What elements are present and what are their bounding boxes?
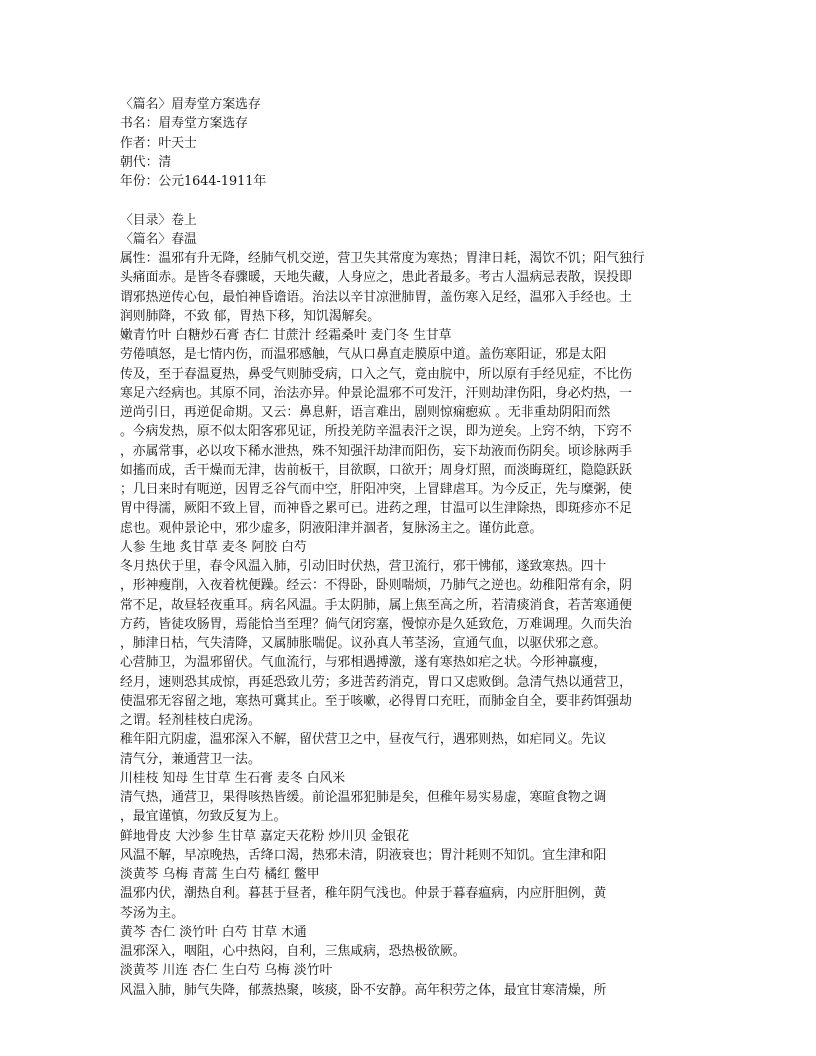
chapter-title: 〈篇名〉春温 (120, 231, 197, 247)
text-line: 鲜地骨皮 大沙参 生甘草 嘉定天花粉 炒川贝 金银花 (120, 828, 410, 844)
text-line: ，亦属常事，必以攻下稀水泄热，殊不知强汗劫津而阳伤，妄下劫液而伤阴矣。顷诊脉两手 (120, 443, 632, 459)
text-line: 谓邪热逆传心包，最怕神昏谵语。治法以辛甘凉泄肺胃，盖伤寒入足经，温邪入手经也。土 (120, 289, 632, 305)
section-tag: 〈篇名〉眉寿堂方案选存 (120, 97, 261, 112)
text-line: 。今病发热，原不似太阳客邪见证，所投羌防辛温表汗之误，即为逆矣。上窍不纳，下窍不 (120, 424, 632, 440)
text-line: 芩汤为主。 (120, 905, 184, 921)
text-line: 心营肺卫，为温邪留伏。气血流行，与邪相遇搏激，遂有寒热如疟之状。今形神羸瘦， (120, 655, 607, 671)
dynasty: 朝代：清 (120, 154, 172, 170)
text-line: 淡黄芩 川连 杏仁 生白芍 乌梅 淡竹叶 (120, 963, 333, 979)
text-line: 头痛面赤。是皆冬春骤暖，天地失藏，人身应之，患此者最多。考古人温病忌表散，误投即 (120, 270, 632, 286)
text-line: ，形神瘦削，入夜着枕便躁。经云：不得卧，卧则喘烦，乃肺气之逆也。幼稚阳常有余，阴 (120, 578, 632, 594)
text-line: 温邪内伏，潮热自利。暮甚于昼者，稚年阴气浅也。仲景于暮春瘟病，内应肝胆例，黄 (120, 886, 607, 902)
text-line: ；几日来时有呃逆，因胃乏谷气而中空，肝阳冲突，上冒肆虐耳。为今反正，先与糜粥，使 (120, 482, 632, 497)
text-line: 之谓。轻剂桂枝白虎汤。 (120, 713, 261, 728)
text-line: 虑也。观仲景论中，邪少虚多，阴液阳津并涸者，复脉汤主之。谨仿此意。 (120, 520, 543, 536)
text-line: 人参 生地 炙甘草 麦冬 阿胶 白芍 (120, 539, 307, 555)
text-line: 逆尚引日，再逆促命期。又云：鼻息鼾，语言难出，剧则惊痫瘛疭 。无非重劫阴阳而然 (120, 405, 611, 420)
text-line: 清气热，通营卫，果得咳热皆缓。前论温邪犯肺是矣，但稚年易实易虚，寒暄食物之调 (120, 790, 607, 805)
text-line: 川桂枝 知母 生甘草 生石膏 麦冬 白风米 (120, 770, 346, 786)
text-line: 属性：温邪有升无降，经肺气机交逆，营卫失其常度为寒热；胃津日耗，渴饮不饥；阳气独行 (120, 251, 645, 266)
text-line: 嫩青竹叶 白糖炒石膏 杏仁 甘蔗汁 经霜桑叶 麦门冬 生甘草 (120, 328, 452, 343)
text-line: 方药，皆徒攻肠胃，焉能恰当至理？倘气闭窍塞，慢惊亦是久延致危，万难调理。久而失治 (120, 616, 632, 632)
text-line: 如搐而成，舌干燥而无津，齿前板干，目欲瞑，口欲开；周身灯照，而淡晦斑红，隐隐跃跃 (120, 462, 632, 478)
author: 作者：叶天士 (120, 135, 197, 151)
text-line: 胃中得濡，厥阳不致上冒，而神昏之累可已。进药之理，甘温可以生津除热，即斑疹亦不足 (120, 501, 632, 517)
text-line: 润则肺降，不致 郁，胃热下移，知饥渴解矣。 (120, 308, 381, 324)
text-line: 常不足，故昼轻夜重耳。病名风温。手太阴肺，属上焦至高之所，若清痰消食，若苦寒通便 (120, 597, 632, 613)
year: 年份：公元1644-1911年 (120, 174, 267, 189)
body-text (120, 249, 670, 1000)
text-line: 使温邪无容留之地，寒热可冀其止。至于咳嗽，必得胃口充旺，而肺金自全，要非药饵强劫 (120, 693, 632, 709)
text-line: 清气分，兼通营卫一法。 (120, 751, 261, 767)
text-line: 冬月热伏于里，春令风温入肺，引动旧时伏热，营卫流行，邪干怫郁，遂致寒热。四十 (120, 559, 607, 574)
text-line: 风温不解，早凉晚热，舌绛口渴，热邪未清，阴液衰也；胃汁耗则不知饥。宜生津和阳 (120, 847, 607, 863)
text-line: 黄芩 杏仁 淡竹叶 白芍 甘草 木通 (120, 924, 307, 940)
text-line: 风温入肺，肺气失降，郁蒸热聚，咳痰，卧不安静。高年积劳之体，最宜甘寒清燥，所 (120, 982, 607, 998)
text-line: 经月，速则恐其成惊，再延恐致儿劳；多进苦药消克，胃口又虑败倒。急清气热以通营卫， (120, 674, 632, 690)
text-line: 劳倦嗔怒，是七情内伤，而温邪感触，气从口鼻直走膜原中道。盖伤寒阳证，邪是太阳 (120, 347, 607, 363)
text-line: 稚年阳亢阴虚，温邪深入不解，留伏营卫之中，昼夜气行，遇邪则热，如疟同义。先议 (120, 732, 607, 748)
book-name: 书名：眉寿堂方案选存 (120, 116, 248, 132)
text-line: 传及，至于春温夏热，鼻受气则肺受病，口入之气，竟由脘中，所以原有手经见症，不比伤 (120, 366, 632, 382)
text-line: ，最宜谨慎，勿致反复为上。 (120, 809, 287, 825)
text-line: ，肺津日枯，气失清降，又属肺胀喘促。议孙真人苇茎汤，宣通气血，以驱伏邪之意。 (120, 636, 607, 651)
text-line: 淡黄芩 乌梅 青蒿 生白芍 橘红 鳖甲 (120, 867, 320, 882)
text-line: 寒足六经病也。其原不同，治法亦异。仲景论温邪不可发汗，汗则劫津伤阳，身必灼热，一 (120, 385, 632, 401)
blank-line (120, 191, 670, 210)
toc-volume: 〈目录〉卷上 (120, 212, 197, 228)
text-line: 温邪深入，咽阻，心中热闷，自利，三焦咸病，恐热极欲厥。 (120, 944, 466, 959)
document-page (120, 95, 670, 1000)
